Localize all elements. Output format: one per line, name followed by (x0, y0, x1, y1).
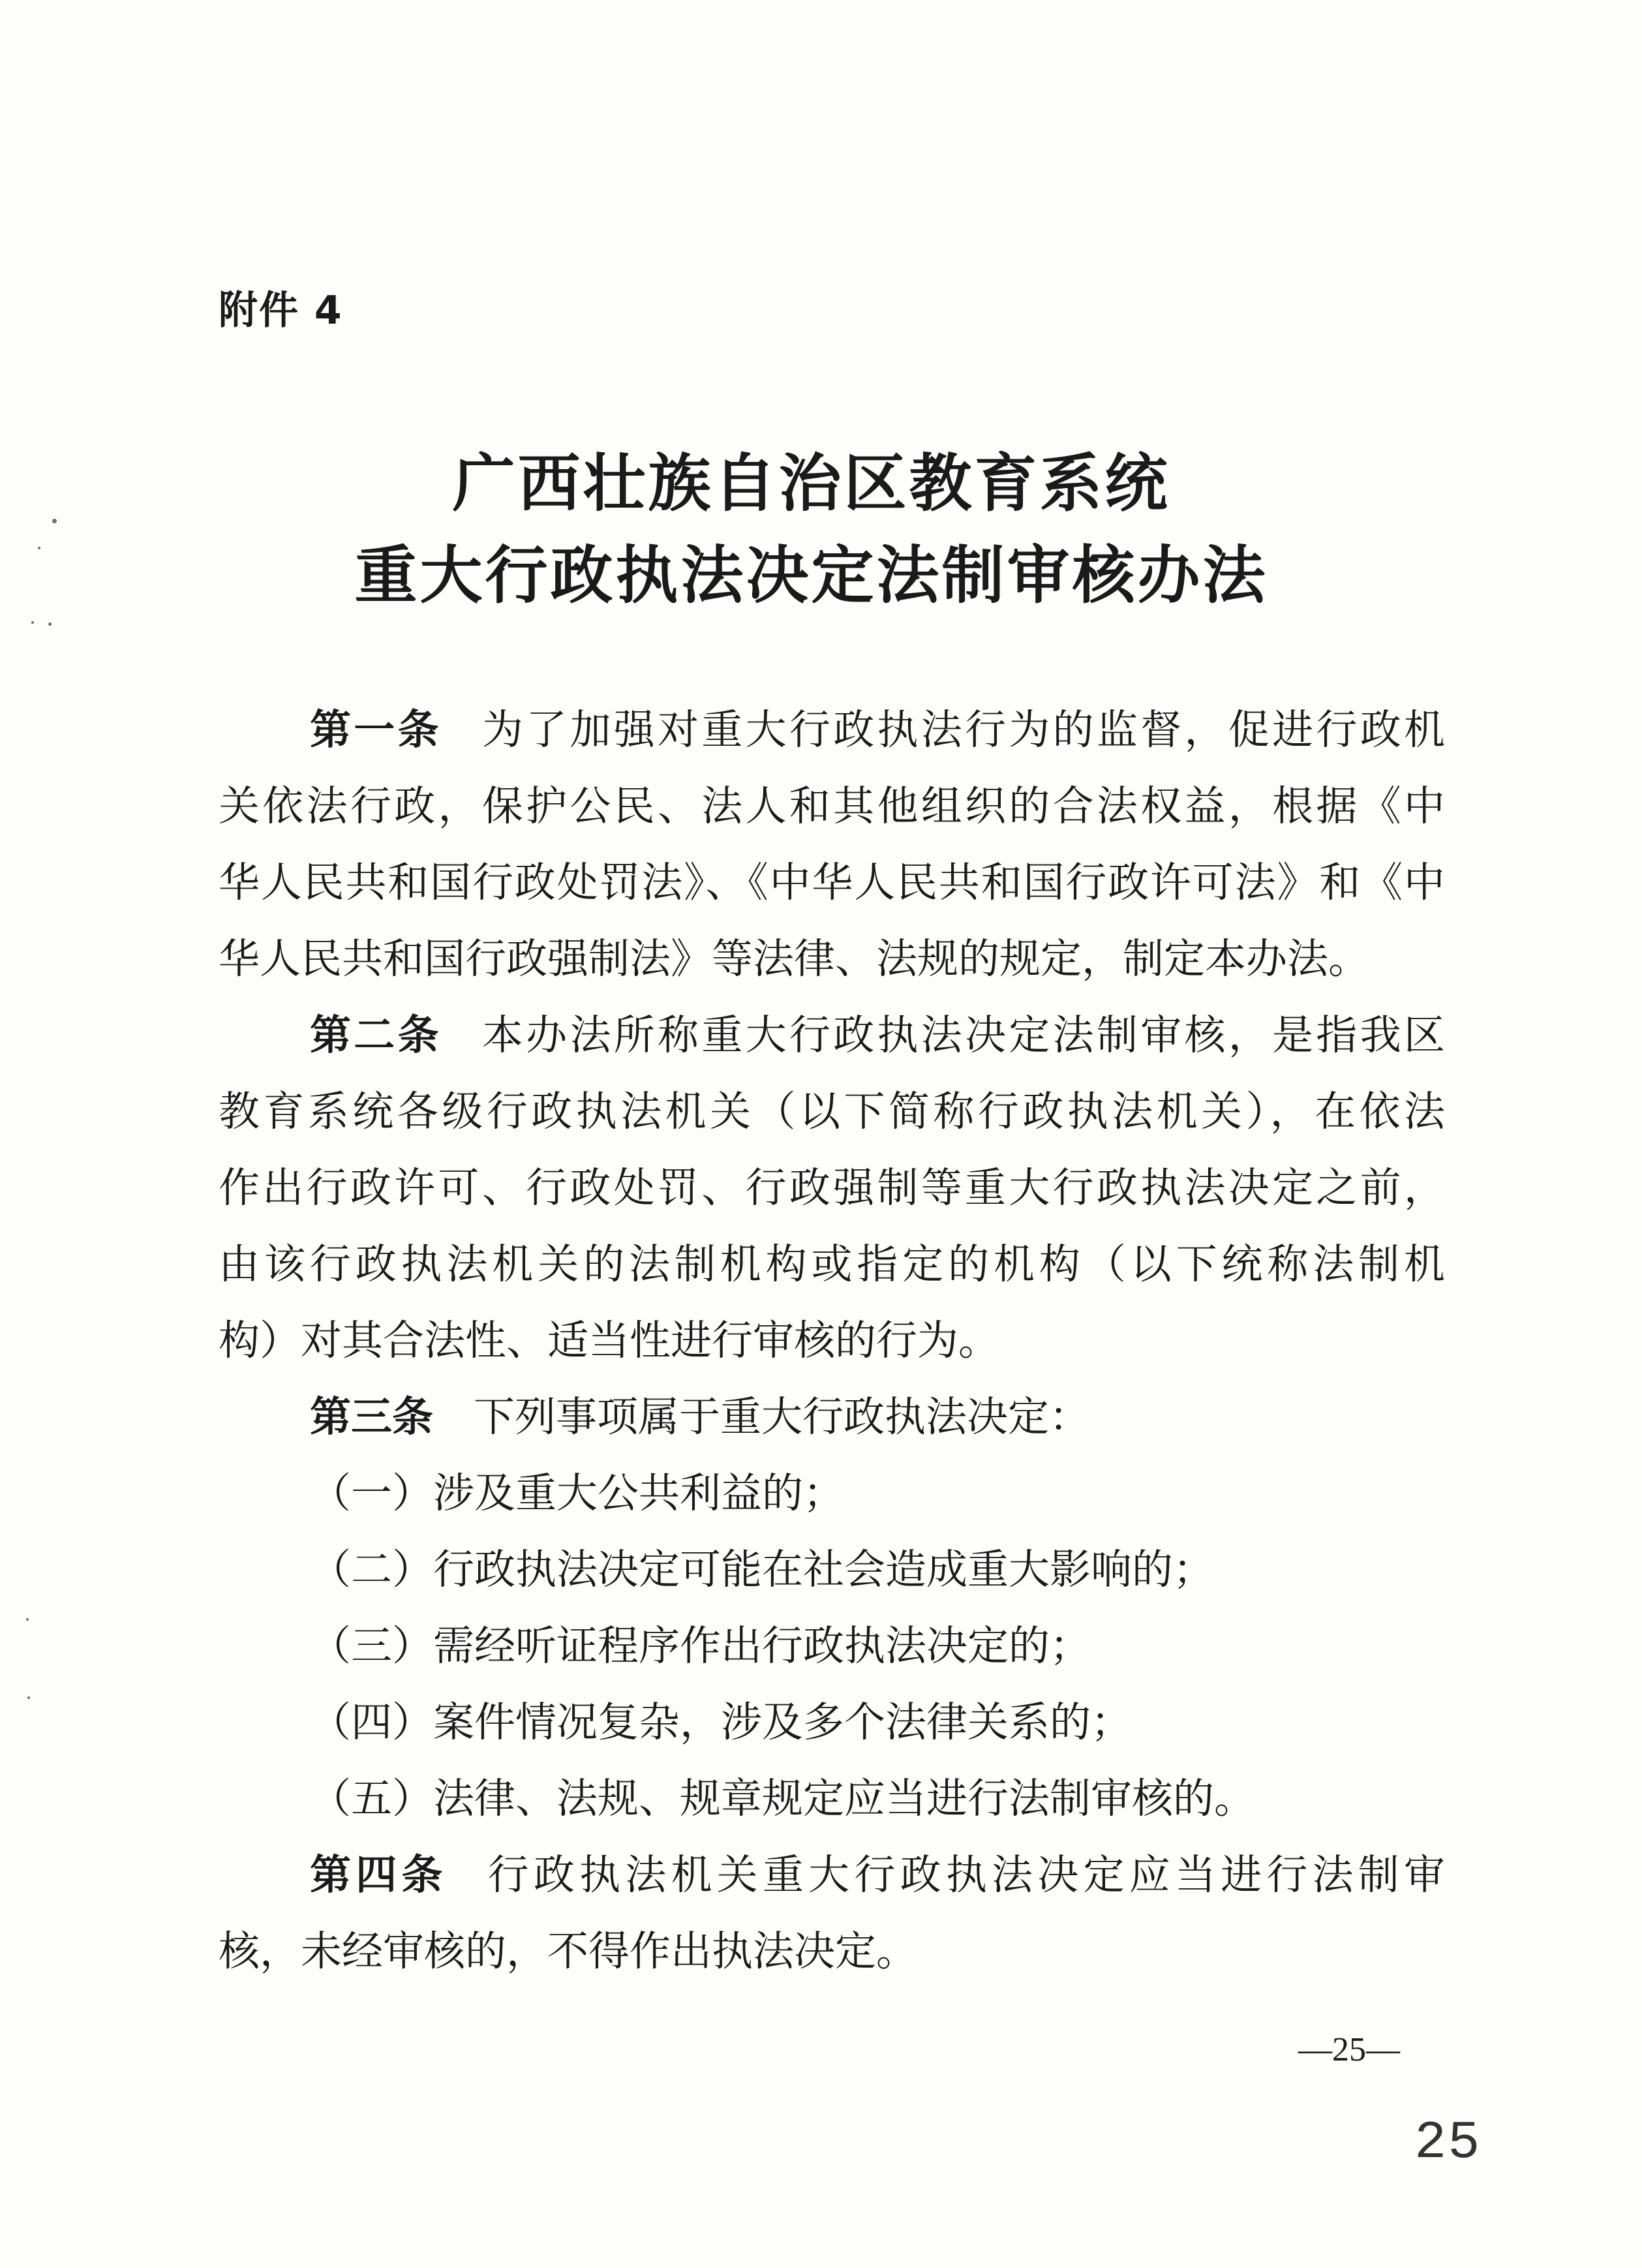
article-3-item-3: （三）需经听证程序作出行政执法决定的； (310, 1622, 1091, 1670)
document-title-line-2: 重大行政执法决定法制审核办法 (354, 538, 1268, 612)
article-3-item-2: （二）行政执法决定可能在社会造成重大影响的； (310, 1546, 1214, 1593)
scan-speck (27, 1696, 30, 1699)
document-title-line-1: 广西壮族自治区教育系统 (452, 446, 1170, 520)
article-2-label: 第二条 (310, 1011, 442, 1059)
article-2-line-3: 作出行政许可、行政处罚、行政强制等重大行政执法决定之前， (219, 1164, 1445, 1212)
article-4-line-2: 核，未经审核的，不得作出执法决定。 (219, 1927, 917, 1975)
article-2-line-1: 第二条 本办法所称重大行政执法决定法制审核，是指我区 (310, 1011, 1445, 1059)
scan-speck (48, 622, 52, 626)
article-2-line-5: 构）对其合法性、适当性进行审核的行为。 (219, 1317, 999, 1364)
article-1-line-3: 华人民共和国行政处罚法》、《中华人民共和国行政许可法》和《中 (219, 859, 1445, 906)
article-1-label: 第一条 (310, 706, 442, 754)
scan-speck (31, 621, 34, 624)
article-1-line-4: 华人民共和国行政强制法》等法律、法规的规定，制定本办法。 (219, 935, 1369, 983)
stamped-page-number: 25 (1414, 2113, 1482, 2173)
article-3-item-4: （四）案件情况复杂，涉及多个法律关系的； (310, 1698, 1132, 1746)
article-1-line-1: 第一条 为了加强对重大行政执法行为的监督，促进行政机 (310, 706, 1445, 754)
article-3-label: 第三条 (310, 1393, 433, 1441)
article-4-label: 第四条 (310, 1851, 448, 1899)
article-2-line-4: 由该行政执法机关的法制机构或指定的机构（以下统称法制机 (219, 1240, 1445, 1288)
scan-speck (26, 1618, 29, 1621)
article-3-item-5: （五）法律、法规、规章规定应当进行法制审核的。 (310, 1775, 1255, 1822)
article-1-line-2: 关依法行政，保护公民、法人和其他组织的合法权益，根据《中 (219, 782, 1445, 830)
page-number: —25— (1298, 2031, 1400, 2068)
article-3-line-1: 第三条 下列事项属于重大行政执法决定： (310, 1393, 1090, 1441)
article-4-line-1: 第四条 行政执法机关重大行政执法决定应当进行法制审 (310, 1851, 1446, 1899)
scan-speck (52, 519, 57, 523)
article-2-line-2: 教育系统各级行政执法机关（以下简称行政执法机关），在依法 (219, 1088, 1445, 1135)
attachment-label: 附件 4 (219, 288, 343, 333)
scan-speck (38, 547, 40, 549)
article-3-item-1: （一）涉及重大公共利益的； (310, 1469, 844, 1517)
